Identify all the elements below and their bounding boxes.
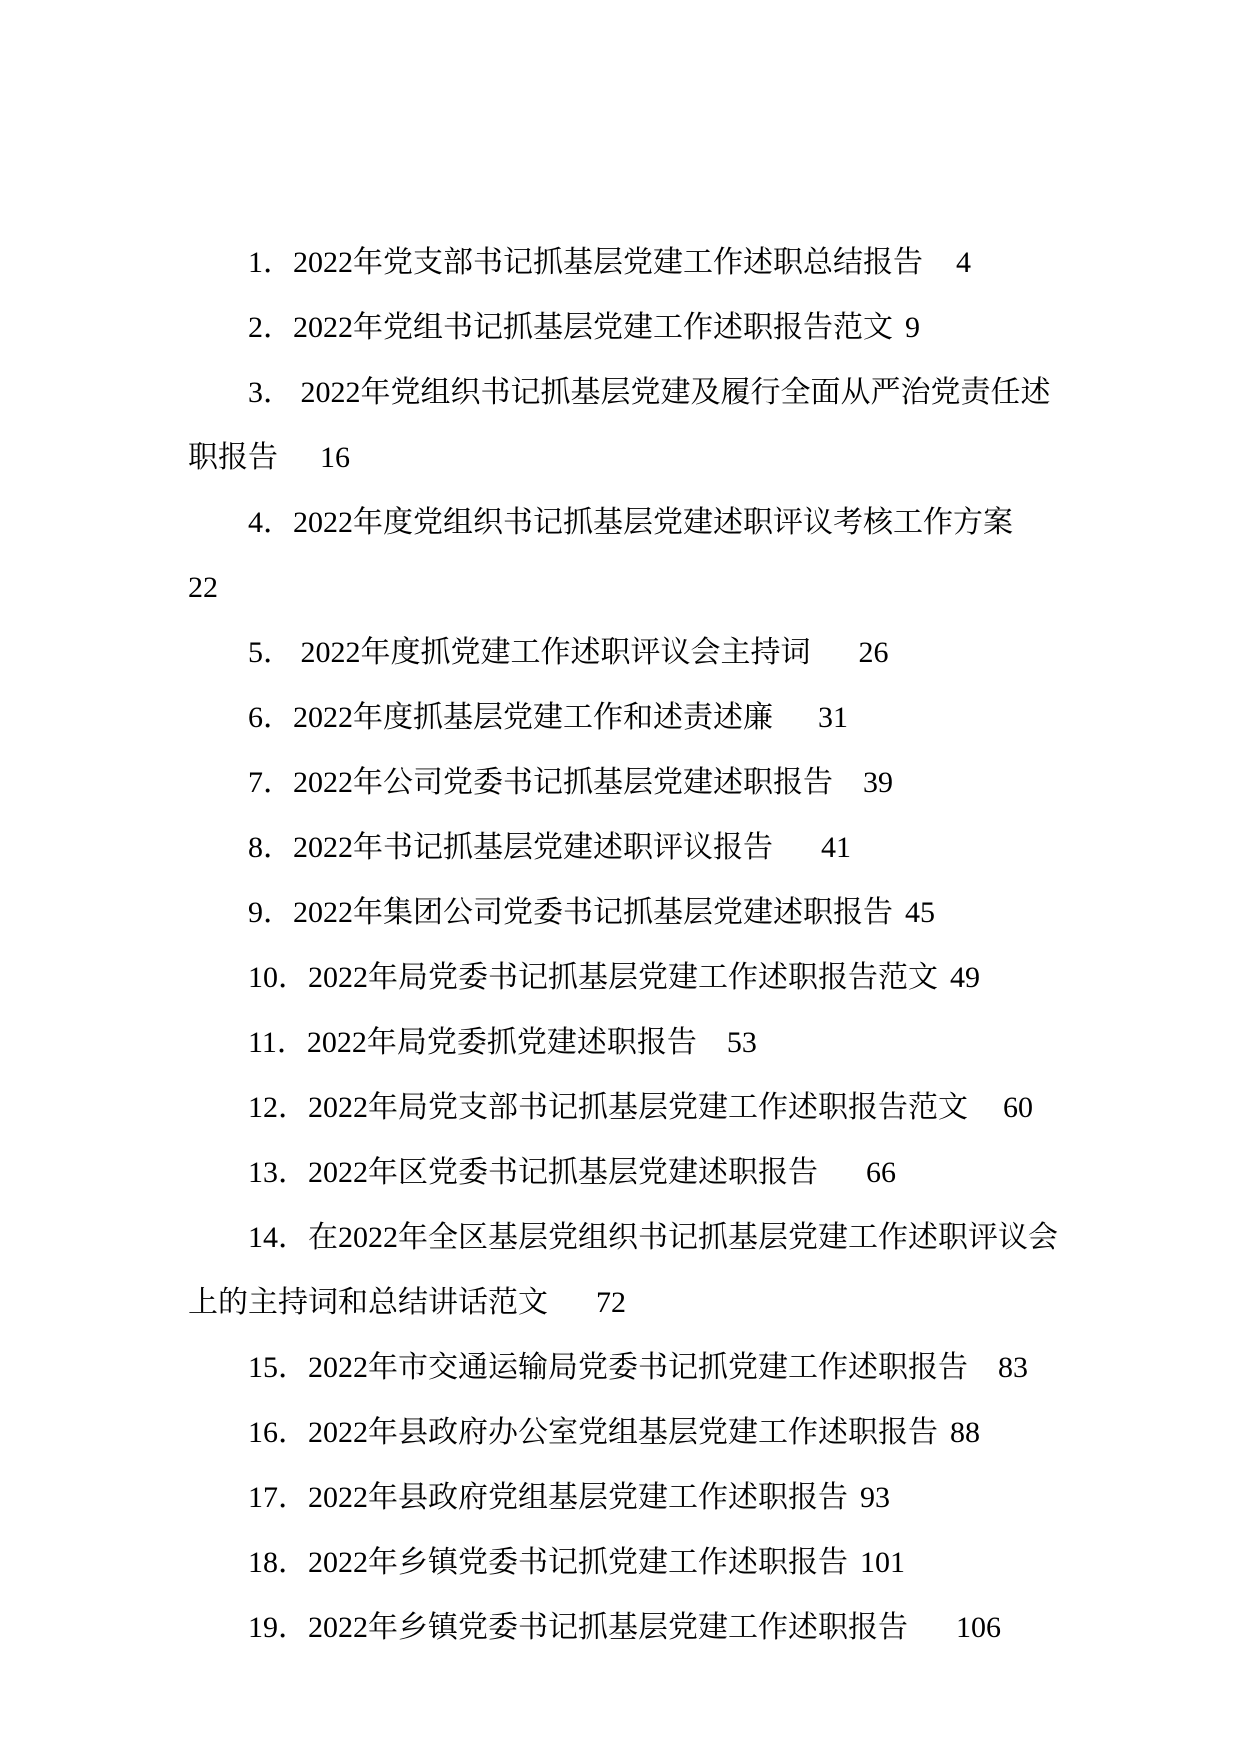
toc-entry-number: 3 [248,376,263,409]
toc-entry-title: 2022年度抓基层党建工作和述责述廉 [293,701,773,734]
toc-entry-page: 83 [998,1351,1028,1384]
toc-entry-number: 19 [248,1611,278,1644]
toc-entry-separator: ． [278,1611,308,1644]
toc-entry-title: 2022年局党委书记抓基层党建工作述职报告范文 [308,961,938,994]
toc-entry-page: 9 [905,311,920,344]
toc-entry-spacer [923,246,956,279]
toc-entry-separator: ． [278,1156,308,1189]
toc-entry-title: 2022年县政府办公室党组基层党建工作述职报告 [308,1416,938,1449]
toc-list [188,230,1060,1660]
toc-entry-page: 49 [950,961,980,994]
toc-entry [188,1335,1060,1400]
toc-entry-title: 2022年党支部书记抓基层党建工作述职总结报告 [293,246,923,279]
toc-entry [188,1465,1060,1530]
toc-entry-number: 7 [248,766,263,799]
toc-entry-spacer [773,701,818,734]
toc-entry-separator: ． [263,831,293,864]
toc-entry-separator: ． [263,311,293,344]
toc-entry-page: 39 [863,766,893,799]
toc-entry [188,1400,1060,1465]
toc-entry-spacer [848,1546,860,1579]
toc-entry-separator: ． [263,701,293,734]
toc-entry-separator: ． [278,1091,308,1124]
toc-entry-spacer [893,311,905,344]
toc-entry-number: 16 [248,1416,278,1449]
toc-entry-page: 93 [860,1481,890,1514]
toc-entry-title: 2022年局党支部书记抓基层党建工作述职报告范文 [308,1091,968,1124]
toc-entry-page: 106 [956,1611,1001,1644]
toc-entry-spacer [1013,506,1043,539]
toc-entry-page: 26 [858,636,889,669]
toc-entry-title: 2022年乡镇党委书记抓基层党建工作述职报告 [308,1611,908,1644]
toc-entry-number: 8 [248,831,263,864]
toc-entry-separator: ． [276,1026,307,1059]
toc-entry-page: 53 [726,1026,757,1059]
toc-entry [188,1530,1060,1595]
toc-entry [188,490,1060,620]
toc-entry-spacer [938,1416,950,1449]
toc-entry-title: 2022年区党委书记抓基层党建述职报告 [308,1156,818,1189]
toc-entry-title: 2022年县政府党组基层党建工作述职报告 [308,1481,848,1514]
toc-entry-spacer [811,636,859,669]
toc-entry-separator: ． [278,1351,308,1384]
toc-entry-spacer [697,1026,727,1059]
toc-entry-number: 2 [248,311,263,344]
toc-entry-number: 12 [248,1091,278,1124]
toc-entry-spacer [833,766,863,799]
toc-entry-page: 60 [1003,1091,1033,1124]
toc-entry-spacer [548,1286,596,1319]
toc-entry-number: 9 [248,896,263,929]
toc-entry-page: 41 [821,831,851,864]
toc-entry-title: 2022年公司党委书记抓基层党建述职报告 [293,766,833,799]
toc-entry [188,1595,1060,1660]
toc-entry-spacer [773,831,821,864]
toc-entry-page: 66 [866,1156,896,1189]
toc-entry-title: 2022年度党组织书记抓基层党建述职评议考核工作方案 [293,506,1013,539]
toc-entry-page: 101 [860,1546,905,1579]
toc-entry-spacer [893,896,905,929]
toc-entry-number: 10 [248,961,278,994]
toc-entry-spacer [908,1611,956,1644]
toc-entry-page: 31 [818,701,848,734]
toc-entry-number: 1 [248,246,263,279]
toc-entry-separator: ． [278,1546,308,1579]
toc-entry [188,1205,1060,1335]
toc-entry-title: 2022年度抓党建工作述职评议会主持词 [300,636,811,669]
toc-entry [188,1075,1060,1140]
toc-entry-number: 6 [248,701,263,734]
toc-entry [188,1140,1060,1205]
toc-entry-separator: ． [263,376,301,409]
toc-entry-spacer [968,1351,998,1384]
toc-entry-separator: ． [263,636,301,669]
toc-entry [188,815,1060,880]
toc-entry-title: 2022年集团公司党委书记抓基层党建述职报告 [293,896,893,929]
toc-entry-separator: ． [263,896,293,929]
toc-entry-title: 2022年党组织书记抓基层党建及履行全面从严治党责任述职报告 [188,376,1051,474]
toc-entry-number: 4 [248,506,263,539]
toc-entry-spacer [848,1481,860,1514]
toc-entry-title: 2022年书记抓基层党建述职评议报告 [293,831,773,864]
toc-entry [188,620,1060,685]
toc-entry-page: 45 [905,896,935,929]
toc-entry-separator: ． [278,1416,308,1449]
toc-entry [188,230,1060,295]
toc-entry [188,1010,1060,1075]
toc-entry-number: 11 [248,1026,277,1059]
toc-entry-page: 16 [320,441,350,474]
toc-entry [188,685,1060,750]
toc-entry [188,295,1060,360]
toc-entry-page: 72 [596,1286,626,1319]
toc-entry-page: 4 [956,246,971,279]
toc-entry-title: 在2022年全区基层党组织书记抓基层党建工作述职评议会上的主持词和总结讲话范文 [188,1221,1058,1319]
toc-entry [188,945,1060,1010]
toc-entry-title: 2022年局党委抓党建述职报告 [306,1026,697,1059]
toc-entry-page: 22 [188,571,218,604]
toc-entry-separator: ． [263,766,293,799]
toc-entry-number: 13 [248,1156,278,1189]
toc-entry-title: 2022年乡镇党委书记抓党建工作述职报告 [308,1546,848,1579]
toc-entry-number: 14 [248,1221,278,1254]
toc-entry-page: 88 [950,1416,980,1449]
toc-entry [188,750,1060,815]
toc-entry-title: 2022年市交通运输局党委书记抓党建工作述职报告 [308,1351,968,1384]
toc-entry-number: 18 [248,1546,278,1579]
toc-entry-number: 15 [248,1351,278,1384]
toc-entry-separator: ． [278,961,308,994]
toc-entry-title: 2022年党组书记抓基层党建工作述职报告范文 [293,311,893,344]
toc-entry-spacer [968,1091,1003,1124]
toc-entry [188,360,1060,490]
toc-entry-separator: ． [278,1221,308,1254]
toc-entry-separator: ． [278,1481,308,1514]
toc-entry-spacer [818,1156,866,1189]
toc-entry-separator: ． [263,246,293,279]
toc-entry-number: 17 [248,1481,278,1514]
toc-entry [188,880,1060,945]
toc-entry-spacer [278,441,320,474]
toc-entry-number: 5 [248,636,263,669]
toc-entry-spacer [938,961,950,994]
toc-entry-separator: ． [263,506,293,539]
